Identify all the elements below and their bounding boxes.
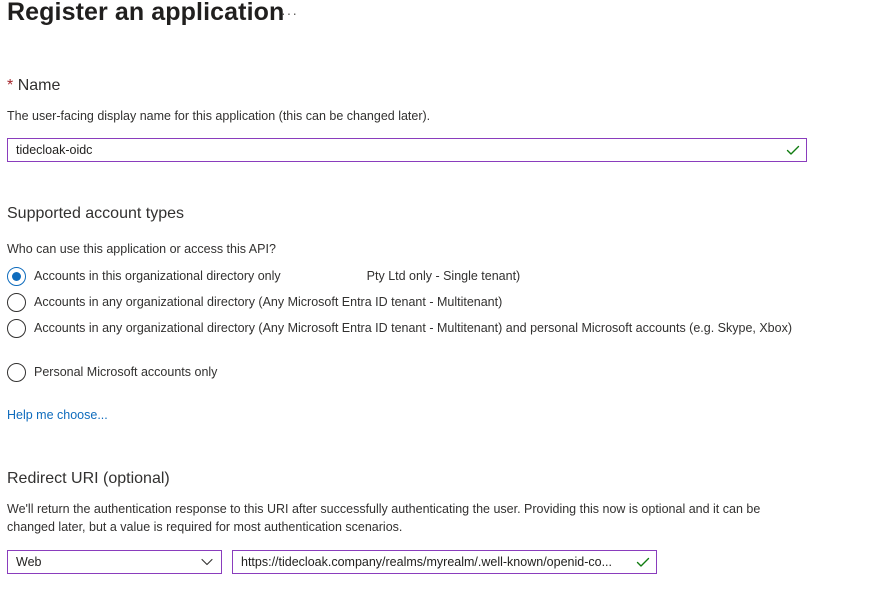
name-heading-label: Name [17, 77, 61, 94]
page-title: Register an application [7, 0, 285, 26]
help-me-choose-link[interactable]: Help me choose... [7, 408, 108, 422]
required-marker: * [7, 77, 14, 94]
radio-selected-dot [12, 272, 21, 281]
redirect-uri-heading: Redirect URI (optional) [7, 470, 170, 487]
radio-personal-only[interactable] [7, 363, 217, 382]
radio-button[interactable] [7, 267, 26, 286]
radio-single-tenant[interactable] [7, 267, 520, 286]
name-input-value[interactable]: tidecloak-oidc [16, 143, 93, 157]
radio-button[interactable] [7, 319, 26, 338]
platform-dropdown-value: Web [16, 555, 42, 569]
checkmark-icon [785, 142, 801, 158]
radio-label-start: Accounts in this organizational directory only [34, 269, 281, 283]
radio-multitenant-personal[interactable] [7, 319, 794, 338]
name-input[interactable] [7, 138, 807, 162]
more-options-button[interactable]: ··· [281, 5, 298, 21]
radio-button[interactable] [7, 293, 26, 312]
account-types-question: Who can use this application or access this API? [7, 242, 276, 256]
radio-multitenant[interactable] [7, 293, 502, 312]
name-description: The user-facing display name for this application (this can be changed later). [7, 109, 431, 123]
account-types-heading: Supported account types [7, 205, 185, 222]
name-heading [7, 77, 60, 95]
radio-label-end: Pty Ltd only - Single tenant) [366, 269, 521, 283]
chevron-down-icon [201, 556, 213, 568]
redirect-uri-description: We'll return the authentication response to this URI after successfully authenticating the user. Providing this now is optional and it can be changed later, but a value is required for most authentication scenarios. [7, 502, 761, 534]
radio-button[interactable] [7, 363, 26, 382]
platform-dropdown[interactable] [7, 550, 222, 574]
radio-label: Personal Microsoft accounts only [34, 365, 218, 379]
redirect-uri-input[interactable] [232, 550, 657, 574]
radio-label [34, 267, 520, 286]
radio-label: Accounts in any organizational directory (Any Microsoft Entra ID tenant - Multitenant) [34, 295, 503, 309]
checkmark-icon [635, 554, 651, 570]
radio-label: Accounts in any organizational directory (Any Microsoft Entra ID tenant - Multitenant) and personal Microsoft accounts (e.g. Skype, Xbox) [34, 321, 792, 335]
redirect-uri-input-value[interactable]: https://tidecloak.company/realms/myrealm/.well-known/openid-co... [241, 555, 612, 569]
